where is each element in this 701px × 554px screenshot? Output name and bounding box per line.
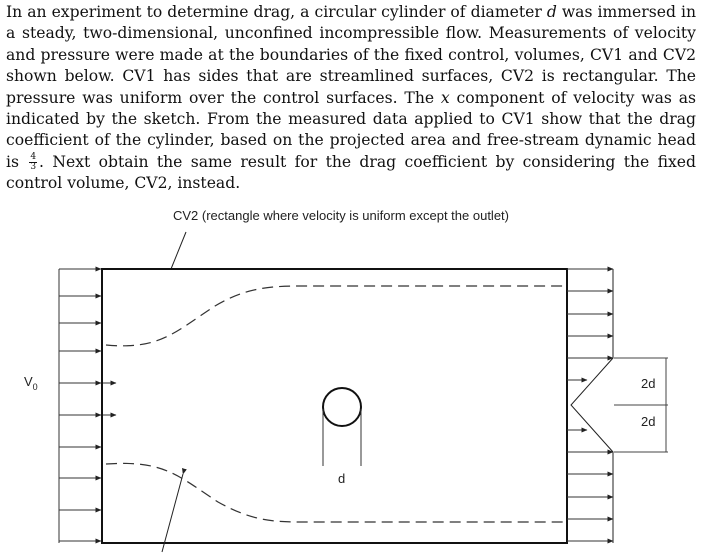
cylinder	[323, 388, 361, 426]
v0-symbol: V	[24, 374, 33, 389]
wake-dimension	[614, 358, 668, 452]
variable-d: d	[546, 3, 557, 21]
problem-text-4: . Next obtain the same result for the drag coefficient by considering the fixed control volume, CV2, instead.	[6, 152, 696, 193]
fraction-denominator: 3	[30, 162, 37, 173]
problem-text-1: In an experiment to determine drag, a circular cylinder of diameter	[6, 3, 547, 21]
cv2-leader-line	[171, 232, 186, 269]
fraction-numerator: 4	[30, 152, 37, 163]
variable-x: x	[440, 88, 450, 107]
dimension-label-lower: 2d	[641, 414, 656, 429]
v0-label	[24, 374, 38, 392]
outlet-profile-envelope	[571, 269, 613, 543]
problem-text-3: component of velocity was as indicated by the sketch. From the measured data applied to CV1 show that the drag coefficient of the cylinder, based on the projected area and free-stream dynamic head is	[6, 88, 696, 171]
cv1-leader-line	[162, 474, 183, 552]
cv1-upper-streamline	[106, 286, 565, 346]
dimension-label-upper: 2d	[641, 376, 656, 391]
outlet-velocity-profile	[567, 269, 613, 541]
inlet-velocity-profile	[59, 269, 101, 543]
cv1-lower-streamline	[106, 463, 565, 522]
problem-text-2: was immersed in a steady, two-dimensional, unconfined incompressible flow. Measurements of velocity and pressure were made at the boundaries of the fixed control, volumes, CV1 and CV2 shown below. CV1 has sides that are streamlined surfaces, CV2 is rectangular. The pressure was uniform over the control surfaces. The	[6, 3, 696, 107]
diameter-dimension	[323, 409, 361, 466]
diameter-label: d	[338, 471, 346, 486]
cv2-rectangle	[102, 269, 567, 543]
v0-subscript: 0	[32, 382, 38, 392]
cv2-label: CV2 (rectangle where velocity is uniform except the outlet)	[173, 208, 509, 223]
interior-flow-arrows	[103, 383, 116, 415]
